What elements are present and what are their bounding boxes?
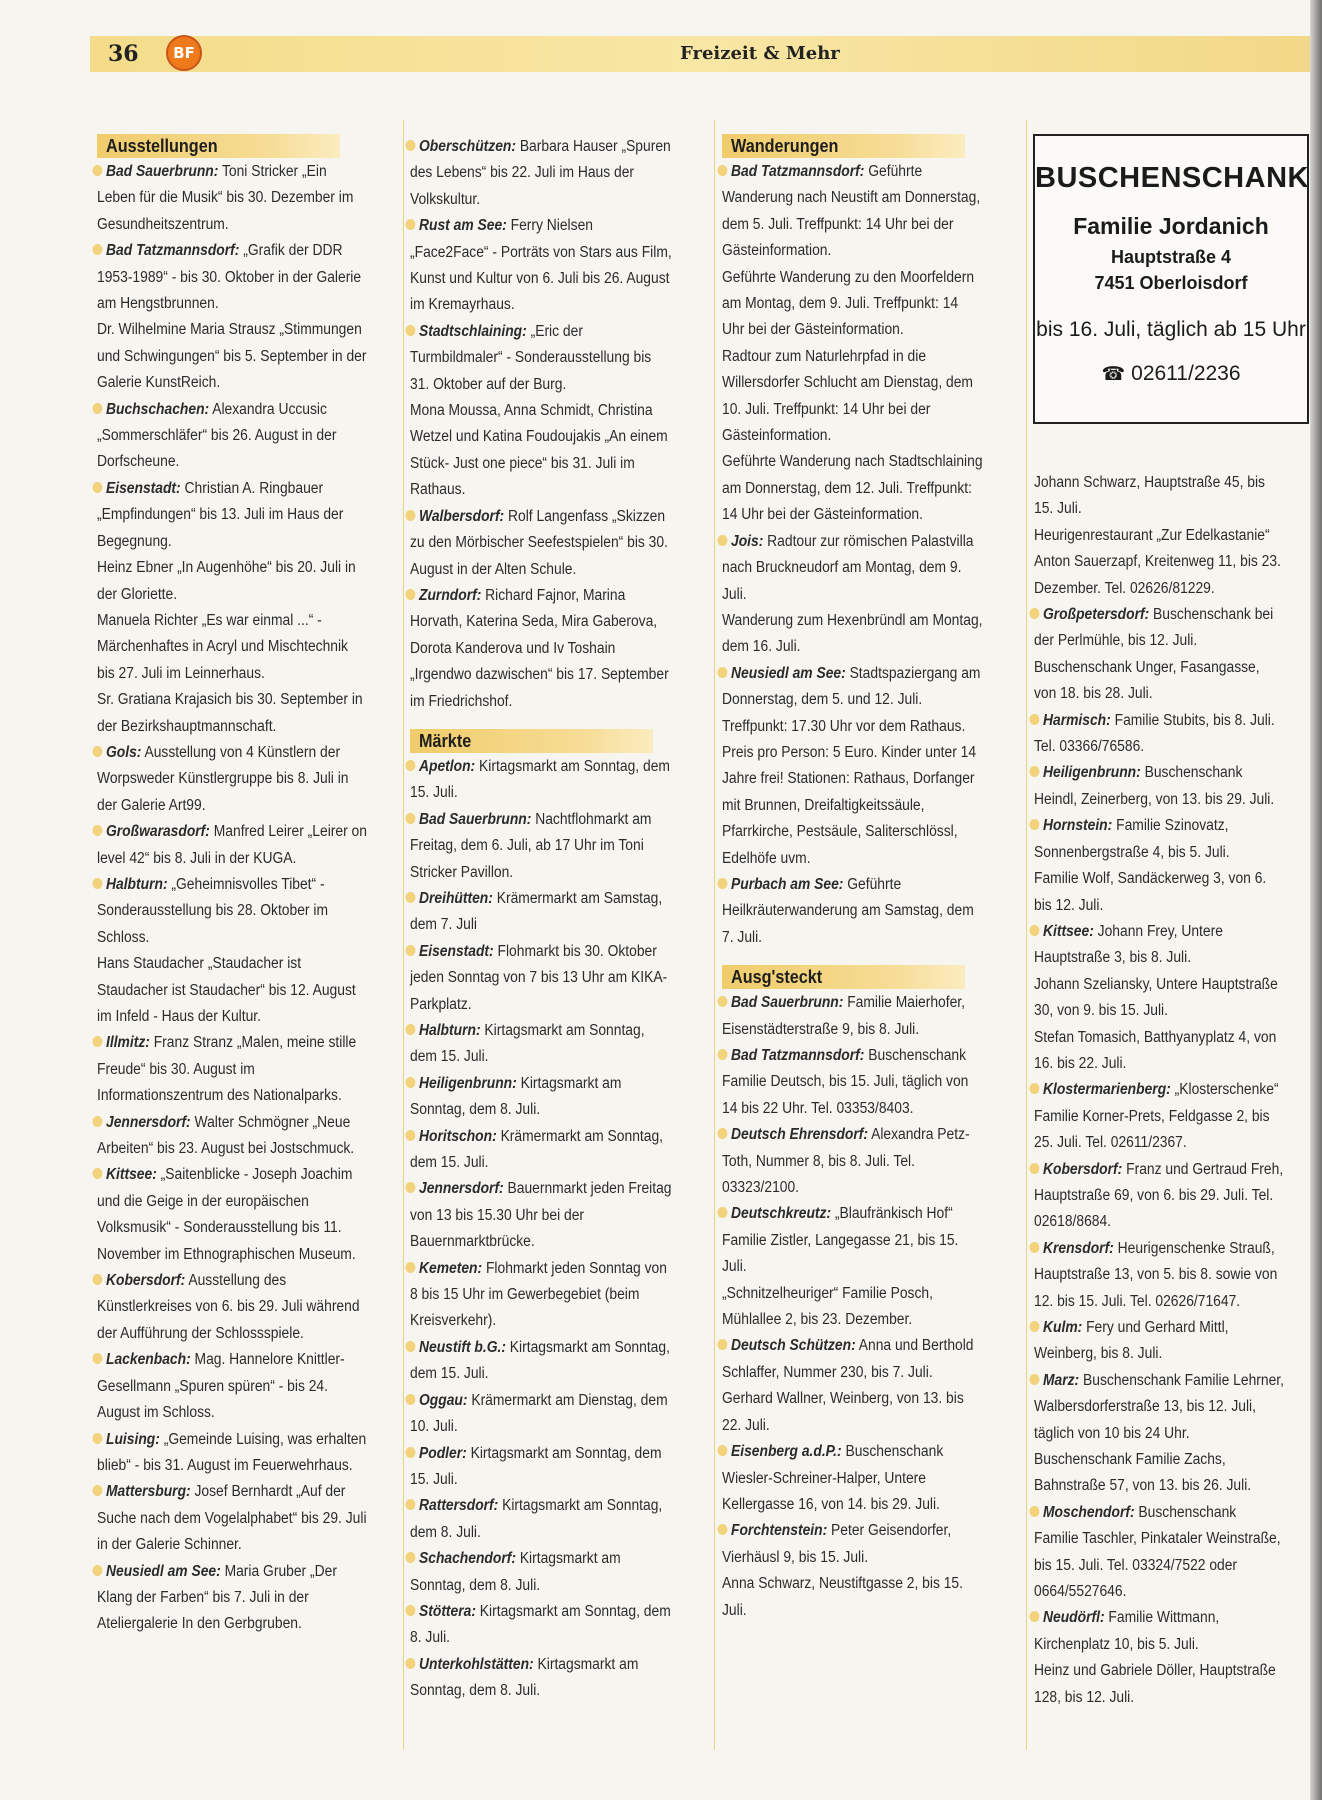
listing-entry [1034, 1315, 1284, 1368]
listing-entry [1034, 1447, 1284, 1500]
entry-text: Kirtagsmarkt am Sonntag, dem 8. Juli. [410, 1550, 621, 1594]
listing-entry [722, 344, 983, 450]
section-gap [410, 715, 672, 729]
entry-text: Familie Wolf, Sandäckerweg 3, von 6. bis 12. Juli. [1034, 870, 1267, 914]
entry-place: Stadtschlaining: [419, 322, 527, 340]
listing-entry [97, 1427, 369, 1480]
entry-text: Kirtagsmarkt am Sonntag, dem 8. Juli. [410, 1074, 622, 1119]
listing-entry [722, 529, 983, 608]
entry-place: Halbturn: [106, 875, 168, 893]
entry-text: Wanderung zum Hexenbründl am Montag, dem 16. Juli. [722, 611, 983, 656]
entry-place: Forchtenstein: [731, 1522, 828, 1540]
entry-text: „Blaufränkisch Hof“ Familie Zistler, Langegasse 21, bis 15. Juli. [722, 1205, 959, 1276]
listing-entry [410, 1441, 672, 1494]
listing-entry [1034, 1025, 1284, 1078]
listing-entry [1034, 523, 1284, 602]
listing-entry [722, 1386, 983, 1439]
listing-entry [410, 1388, 672, 1441]
entry-text: Buschenschank Unger, Fasangasse, von 18. bis 28. Juli. [1034, 658, 1260, 703]
listing-entry [97, 159, 369, 238]
listing-entry [410, 398, 672, 504]
listing-entry [410, 134, 672, 213]
column-4 [1034, 470, 1284, 1711]
column-divider [1026, 120, 1027, 1750]
entry-place: Neudörfl: [1043, 1609, 1105, 1627]
entry-text: Toni Stricker „Ein Leben für die Musik“ bis 30. Dezember im Gesundheitszentrum. [97, 163, 354, 233]
entry-text: Walter Schmögner „Neue Arbeiten“ bis 23. August bei Jostschmuck. [97, 1113, 355, 1158]
listing-entry [722, 1281, 983, 1334]
entry-text: Mag. Hannelore Knittler-Gesellmann „Spuren spüren“ - bis 24. August im Schloss. [97, 1351, 345, 1422]
entry-text: Heinz und Gabriele Döller, Hauptstraße 128, bis 12. Juli. [1034, 1662, 1276, 1706]
listing-entry [1034, 1605, 1284, 1658]
entry-text: Manfred Leirer „Leirer on level 42“ bis 8. Juli in der KUGA. [97, 823, 367, 867]
section-heading: Märkte [410, 729, 653, 753]
listing-entry [722, 661, 983, 872]
column-divider [403, 120, 404, 1750]
entry-text: „Geheimnisvolles Tibet“ - Sonderausstellung bis 28. Oktober im Schloss. [97, 875, 328, 946]
entry-place: Lackenbach: [106, 1351, 191, 1369]
bf-logo-icon: BF [166, 35, 202, 71]
entry-text: „Klosterschenke“ Familie Korner-Prets, Feldgasse 2, bis 25. Juli. Tel. 02611/2367. [1034, 1081, 1279, 1152]
entry-text: Ausstellung des Künstlerkreises von 6. bis 29. Juli während der Aufführung der Schlossspiele. [97, 1272, 360, 1342]
entry-text: Familie Szinovatz, Sonnenbergstraße 4, bis 5. Juli. [1034, 817, 1230, 861]
entry-text: Stadtspaziergang am Donnerstag, dem 5. und 12. Juli. Treffpunkt: 17.30 Uhr vor dem Rathaus. Preis pro Person: 5 Euro. Kinder unter 14 Jahre frei! Stationen: Rathaus, Dorfanger mit Brunnen, Dreifaltigkeitssäule, Pfarrkirche, Pestsäule, Saliterschlössl, Edelhöfe uvm. [722, 664, 981, 867]
section-heading: Wanderungen [722, 134, 965, 158]
listing-entry [410, 319, 672, 398]
entry-place: Jois: [731, 532, 764, 550]
entry-place: Kemeten: [419, 1259, 483, 1277]
entry-place: Walbersdorf: [419, 507, 505, 525]
entry-text: Fery und Gerhard Mittl, Weinberg, bis 8. Juli. [1034, 1319, 1229, 1363]
entry-text: Heurigenrestaurant „Zur Edelkastanie“ Anton Sauerzapf, Kreitenweg 11, bis 23. Dezember. Tel. 02626/81229. [1034, 526, 1281, 597]
listing-entry [722, 1518, 983, 1571]
entry-place: Kulm: [1043, 1319, 1083, 1336]
entry-place: Kobersdorf: [106, 1272, 186, 1290]
entry-place: Schachendorf: [419, 1550, 516, 1568]
entry-place: Eisenstadt: [106, 479, 181, 497]
entry-text: Johann Szeliansky, Untere Hauptstraße 30, von 9. bis 15. Juli. [1034, 975, 1278, 1020]
entry-text: Barbara Hauser „Spuren des Lebens“ bis 22. Juli im Haus der Volkskultur. [410, 138, 671, 208]
entry-place: Apetlon: [419, 757, 476, 775]
listing-entry [1034, 1368, 1284, 1447]
listing-entry [97, 872, 369, 951]
entry-place: Horitschon: [419, 1127, 497, 1145]
entry-text: Kirtagsmarkt am Sonntag, dem 15. Juli. [410, 1338, 670, 1383]
listing-entry [97, 555, 369, 608]
entry-text: Geführte Wanderung nach Neustift am Donnerstag, dem 5. Juli. Treffpunkt: 14 Uhr bei der Gästeinformation. [722, 163, 981, 260]
entry-text: Manuela Richter „Es war einmal ...“ - Märchenhaftes in Acryl und Mischtechnik bis 27. Juli im Leinnerhaus. [97, 611, 348, 682]
listing-entry [97, 608, 369, 687]
listing-entry [722, 1439, 983, 1518]
listing-entry [1034, 1236, 1284, 1315]
entry-place: Zurndorf: [419, 586, 482, 604]
listing-entry [722, 159, 983, 265]
entry-text: Gerhard Wallner, Weinberg, von 13. bis 22. Juli. [722, 1390, 964, 1434]
entry-text: Radtour zur römischen Palastvilla nach Bruckneudorf am Montag, dem 9. Juli. [722, 532, 974, 603]
entry-place: Kittsee: [106, 1166, 157, 1184]
section-heading: Ausg'steckt [722, 965, 965, 989]
listing-entry [722, 1201, 983, 1280]
entry-text: Heurigenschenke Strauß, Hauptstraße 13, von 5. bis 8. sowie von 12. bis 15. Juli. Tel. 02626/71647. [1034, 1239, 1278, 1310]
listing-entry [722, 1122, 983, 1201]
listing-entry [1034, 866, 1284, 919]
ad-hours: bis 16. Juli, täglich ab 15 Uhr [1036, 318, 1306, 341]
listing-entry [1034, 813, 1284, 866]
listing-entry [410, 1018, 672, 1071]
entry-text: Hans Staudacher „Staudacher ist Staudacher ist Staudacher“ bis 12. August im Infeld - Haus der Kultur. [97, 955, 356, 1025]
listing-entry [1034, 708, 1284, 761]
entry-text: Nachtflohmarkt am Freitag, dem 6. Juli, ab 17 Uhr im Toni Stricker Pavillon. [410, 810, 652, 881]
ad-phone: 02611/2236 [1131, 362, 1241, 385]
entry-text: Buschenschank Heindl, Zeinerberg, von 13. bis 29. Juli. [1034, 764, 1275, 808]
entry-place: Purbach am See: [731, 875, 844, 893]
listing-entry [410, 1652, 672, 1705]
entry-place: Dreihütten: [419, 889, 493, 907]
entry-place: Buchschachen: [106, 400, 210, 418]
listing-entry [1034, 1658, 1284, 1711]
entry-place: Eisenberg a.d.P.: [731, 1443, 842, 1461]
listing-entry [97, 687, 369, 740]
listing-entry [1034, 1500, 1284, 1606]
entry-text: Radtour zum Naturlehrpfad in die Willersdorfer Schlucht am Dienstag, dem 10. Juli. Treffpunkt: 14 Uhr bei der Gästeinformation. [722, 347, 973, 445]
entry-text: Familie Stubits, bis 8. Juli. Tel. 03366/76586. [1034, 711, 1275, 756]
entry-text: Buschenschank Familie Zachs, Bahnstraße 57, von 13. bis 26. Juli. [1034, 1451, 1252, 1495]
section-gap [722, 951, 983, 965]
entry-place: Deutsch Ehrensdorf: [731, 1126, 868, 1144]
entry-place: Oggau: [419, 1391, 468, 1409]
listing-entry [1034, 655, 1284, 708]
entry-text: Anna Schwarz, Neustiftgasse 2, bis 15. Juli. [722, 1575, 963, 1619]
entry-text: Kirtagsmarkt am Sonntag, dem 8. Juli. [410, 1655, 639, 1700]
entry-place: Stöttera: [419, 1602, 476, 1620]
listing-entry [1034, 470, 1284, 523]
listing-entry [410, 1124, 672, 1177]
listing-entry [1034, 1157, 1284, 1236]
entry-text: Alexandra Uccusic „Sommerschläfer“ bis 26. August in der Dorfscheune. [97, 400, 337, 471]
entry-text: Maria Gruber „Der Klang der Farben“ bis 7. Juli in der Ateliergalerie In den Gerbgruben. [97, 1562, 337, 1633]
entry-place: Deutsch Schützen: [731, 1337, 856, 1355]
entry-text: Josef Bernhardt „Auf der Suche nach dem Vogelalphabet“ bis 29. Juli in der Galerie Schinner. [97, 1483, 367, 1554]
entry-text: „Schnitzelheuriger“ Familie Posch, Mühlallee 2, bis 23. Dezember. [722, 1284, 933, 1329]
entry-place: Deutschkreutz: [731, 1205, 832, 1223]
entry-text: Krämermarkt am Dienstag, dem 10. Juli. [410, 1391, 668, 1436]
entry-text: „Eric der Turmbildmaler“ - Sonderausstellung bis 31. Oktober auf der Burg. [410, 322, 652, 393]
entry-text: Kirtagsmarkt am Sonntag, dem 15. Juli. [410, 1022, 645, 1066]
listing-entry [97, 476, 369, 555]
entry-place: Gols: [106, 743, 142, 761]
page-spine-shadow [1310, 0, 1322, 1800]
section-title: Freizeit & Mehr [680, 43, 840, 64]
column-1 [97, 134, 369, 1638]
listing-entry [410, 1599, 672, 1652]
listing-entry [722, 1333, 983, 1386]
listing-entry [97, 1347, 369, 1426]
entry-text: Dr. Wilhelmine Maria Strausz „Stimmungen und Schwingungen“ bis 5. September in der Galerie KunstReich. [97, 321, 367, 392]
entry-text: Flohmarkt bis 30. Oktober jeden Sonntag von 7 bis 13 Uhr am KIKA-Parkplatz. [410, 942, 668, 1013]
section-heading: Ausstellungen [97, 134, 340, 158]
entry-text: Geführte Heilkräuterwanderung am Samstag, dem 7. Juli. [722, 875, 974, 946]
entry-text: Buschenschank bei der Perlmühle, bis 12. Juli. [1034, 606, 1274, 650]
entry-text: Christian A. Ringbauer „Empfindungen“ bis 13. Juli im Haus der Begegnung. [97, 479, 344, 550]
entry-text: Familie Maierhofer, Eisenstädterstraße 9, bis 8. Juli. [722, 994, 966, 1038]
entry-text: Anna und Berthold Schlaffer, Nummer 230, bis 7. Juli. [722, 1337, 974, 1381]
entry-text: Kirtagsmarkt am Sonntag, dem 15. Juli. [410, 757, 670, 802]
listing-entry [410, 504, 672, 583]
entry-place: Krensdorf: [1043, 1239, 1114, 1257]
ad-title: BUSCHENSCHANK [1035, 162, 1309, 194]
entry-text: Familie Wittmann, Kirchenplatz 10, bis 5. Juli. [1034, 1609, 1220, 1653]
entry-place: Bad Tatzmannsdorf: [731, 163, 865, 180]
column-divider [714, 120, 715, 1750]
entry-place: Luising: [106, 1430, 160, 1448]
entry-text: Buschenschank Familie Deutsch, bis 15. Juli, täglich von 14 bis 22 Uhr. Tel. 03353/8403. [722, 1047, 969, 1117]
entry-text: Stefan Tomasich, Batthyanyplatz 4, von 16. bis 22. Juli. [1034, 1028, 1277, 1072]
listing-entry [410, 1176, 672, 1255]
entry-place: Neustift b.G.: [419, 1338, 506, 1356]
entry-text: Geführte Wanderung zu den Moorfeldern am Montag, dem 9. Juli. Treffpunkt: 14 Uhr bei der Gästeinformation. [722, 268, 975, 339]
listing-entry [410, 754, 672, 807]
entry-place: Oberschützen: [419, 138, 516, 155]
entry-text: Franz und Gertraud Freh, Hauptstraße 69, von 6. bis 29. Juli. Tel. 02618/8684. [1034, 1160, 1284, 1231]
column-3 [722, 134, 983, 1624]
entry-place: Kobersdorf: [1043, 1160, 1123, 1178]
listing-entry [97, 1559, 369, 1638]
entry-text: Buschenschank Familie Lehrner, Walbersdorferstraße 13, bis 12. Juli, täglich von 10 bis 24 Uhr. [1034, 1371, 1284, 1442]
entry-text: Flohmarkt jeden Sonntag von 8 bis 15 Uhr im Gewerbegebiet (beim Kreisverkehr). [410, 1259, 667, 1330]
entry-text: „Gemeinde Luising, was erhalten blieb“ - bis 31. August im Feuerwehrhaus. [97, 1430, 367, 1474]
entry-place: Heiligenbrunn: [419, 1074, 517, 1092]
entry-place: Bad Sauerbrunn: [419, 810, 532, 828]
entry-place: Kittsee: [1043, 922, 1094, 940]
entry-place: Illmitz: [106, 1034, 150, 1052]
entry-place: Halbturn: [419, 1022, 481, 1039]
listing-entry [722, 872, 983, 951]
entry-text: Kirtagsmarkt am Sonntag, dem 15. Juli. [410, 1444, 662, 1488]
entry-place: Jennersdorf: [419, 1180, 504, 1198]
entry-place: Neusiedl am See: [106, 1562, 221, 1580]
page-header [90, 36, 1320, 72]
entry-text: Heinz Ebner „In Augenhöhe“ bis 20. Juli in der Gloriette. [97, 559, 356, 603]
entry-place: Bad Tatzmannsdorf: [106, 242, 240, 260]
listing-entry [410, 583, 672, 715]
listing-entry [97, 1479, 369, 1558]
ad-city: 7451 Oberloisdorf [1094, 273, 1248, 293]
entry-place: Hornstein: [1043, 817, 1113, 835]
ad-street: Hauptstraße 4 [1110, 247, 1232, 267]
entry-text: „Grafik der DDR 1953-1989“ - bis 30. Oktober in der Galerie am Hengstbrunnen. [97, 242, 362, 313]
listing-entry [722, 608, 983, 661]
entry-text: Kirtagsmarkt am Sonntag, dem 8. Juli. [410, 1602, 671, 1647]
entry-text: Buschenschank Wiesler-Schreiner-Halper, Untere Kellergasse 16, von 14. bis 29. Juli. [722, 1443, 944, 1513]
listing-entry [722, 1571, 983, 1624]
listing-entry [410, 1335, 672, 1388]
entry-place: Rattersdorf: [419, 1497, 499, 1515]
phone-icon: ☎ [1101, 364, 1126, 385]
entry-place: Klostermarienberg: [1043, 1081, 1171, 1099]
entry-text: Geführte Wanderung nach Stadtschlaining am Donnerstag, dem 12. Juli. Treffpunkt: 14 Uhr bei der Gästeinformation. [722, 453, 983, 524]
listing-entry [97, 819, 369, 872]
entry-place: Bad Sauerbrunn: [731, 994, 844, 1012]
listing-entry [722, 990, 983, 1043]
entry-text: Buschenschank Familie Taschler, Pinkataler Weinstraße, bis 15. Juli. Tel. 03324/7522 oder 0664/5527646. [1034, 1503, 1281, 1601]
entry-text: Sr. Gratiana Krajasich bis 30. September in der Bezirkshauptmannschaft. [97, 691, 363, 735]
entry-place: Moschendorf: [1043, 1503, 1135, 1521]
entry-place: Rust am See: [419, 217, 507, 235]
listing-entry [1034, 602, 1284, 655]
listing-entry [1034, 760, 1284, 813]
buschenschank-ad-box [1033, 134, 1309, 424]
entry-place: Mattersburg: [106, 1483, 191, 1501]
entry-text: Johann Schwarz, Hauptstraße 45, bis 15. Juli. [1034, 474, 1265, 518]
entry-place: Eisenstadt: [419, 942, 494, 960]
listing-entry [722, 265, 983, 344]
listing-entry [1034, 972, 1284, 1025]
entry-place: Bad Sauerbrunn: [106, 163, 219, 180]
entry-text: Ausstellung von 4 Künstlern der Worpsweder Künstlergruppe bis 8. Juli in der Galerie Art99. [97, 743, 349, 814]
entry-text: Johann Frey, Untere Hauptstraße 3, bis 8. Juli. [1034, 922, 1223, 967]
ad-phone-line [1035, 362, 1307, 386]
listing-entry [97, 317, 369, 396]
entry-place: Bad Tatzmannsdorf: [731, 1047, 865, 1064]
listing-entry [410, 213, 672, 319]
entry-place: Marz: [1043, 1371, 1080, 1389]
entry-place: Neusiedl am See: [731, 664, 846, 682]
listing-entry [97, 397, 369, 476]
page-number: 36 [108, 41, 139, 67]
entry-text: Ferry Nielsen „Face2Face“ - Porträts von Stars aus Film, Kunst und Kultur von 6. Juli bis 26. August im Kremayrhaus. [410, 217, 672, 314]
listing-entry [97, 1268, 369, 1347]
entry-text: Bauernmarkt jeden Freitag von 13 bis 15.30 Uhr bei der Bauernmarktbrücke. [410, 1180, 672, 1251]
listing-entry [1034, 919, 1284, 972]
entry-text: Kirtagsmarkt am Sonntag, dem 8. Juli. [410, 1497, 663, 1541]
entry-text: Krämermarkt am Samstag, dem 7. Juli [410, 889, 663, 934]
listing-entry [1034, 1077, 1284, 1156]
entry-text: Franz Stranz „Malen, meine stille Freude“ bis 30. August im Informationszentrum des Nationalparks. [97, 1034, 357, 1105]
listing-entry [410, 1493, 672, 1546]
entry-place: Heiligenbrunn: [1043, 764, 1141, 782]
entry-place: Jennersdorf: [106, 1113, 191, 1131]
listing-entry [97, 951, 369, 1030]
listing-entry [722, 449, 983, 528]
entry-text: „Saitenblicke - Joseph Joachim und die Geige in der europäischen Volksmusik“ - Sonderausstellung bis 11. November im Ethnographischen Museum. [97, 1166, 356, 1263]
entry-text: Rolf Langenfass „Skizzen zu den Mörbischer Seefestspielen“ bis 30. August in der Alten Schule. [410, 507, 668, 578]
listing-entry [97, 1030, 369, 1109]
ad-family: Familie Jordanich [1073, 213, 1269, 239]
entry-text: Peter Geisendorfer, Vierhäusl 9, bis 15. Juli. [722, 1522, 952, 1566]
entry-text: Mona Moussa, Anna Schmidt, Christina Wetzel und Katina Foudoujakis „An einem Stück- Just one piece“ bis 31. Juli im Rathaus. [410, 402, 668, 499]
listing-entry [410, 807, 672, 886]
entry-text: Richard Fajnor, Marina Horvath, Katerina Seda, Mira Gaberova, Dorota Kanderova und Iv Toshain „Irgendwo dazwischen“ bis 17. September im Friedrichshof. [410, 586, 669, 710]
listing-entry [410, 1071, 672, 1124]
entry-place: Unterkohlstätten: [419, 1655, 534, 1673]
listing-entry [410, 939, 672, 1018]
listing-entry [410, 1256, 672, 1335]
column-2 [410, 134, 672, 1705]
listing-entry [410, 1546, 672, 1599]
listing-entry [97, 238, 369, 317]
entry-place: Großpetersdorf: [1043, 606, 1150, 624]
listing-entry [97, 1110, 369, 1163]
entry-place: Podler: [419, 1444, 467, 1462]
listing-entry [97, 740, 369, 819]
entry-place: Großwarasdorf: [106, 823, 210, 841]
entry-place: Harmisch: [1043, 711, 1111, 729]
listing-entry [722, 1043, 983, 1122]
listing-entry [410, 886, 672, 939]
entry-text: Alexandra Petz-Toth, Nummer 8, bis 8. Juli. Tel. 03323/2100. [722, 1126, 970, 1197]
listing-entry [97, 1162, 369, 1268]
entry-text: Krämermarkt am Sonntag, dem 15. Juli. [410, 1127, 664, 1172]
